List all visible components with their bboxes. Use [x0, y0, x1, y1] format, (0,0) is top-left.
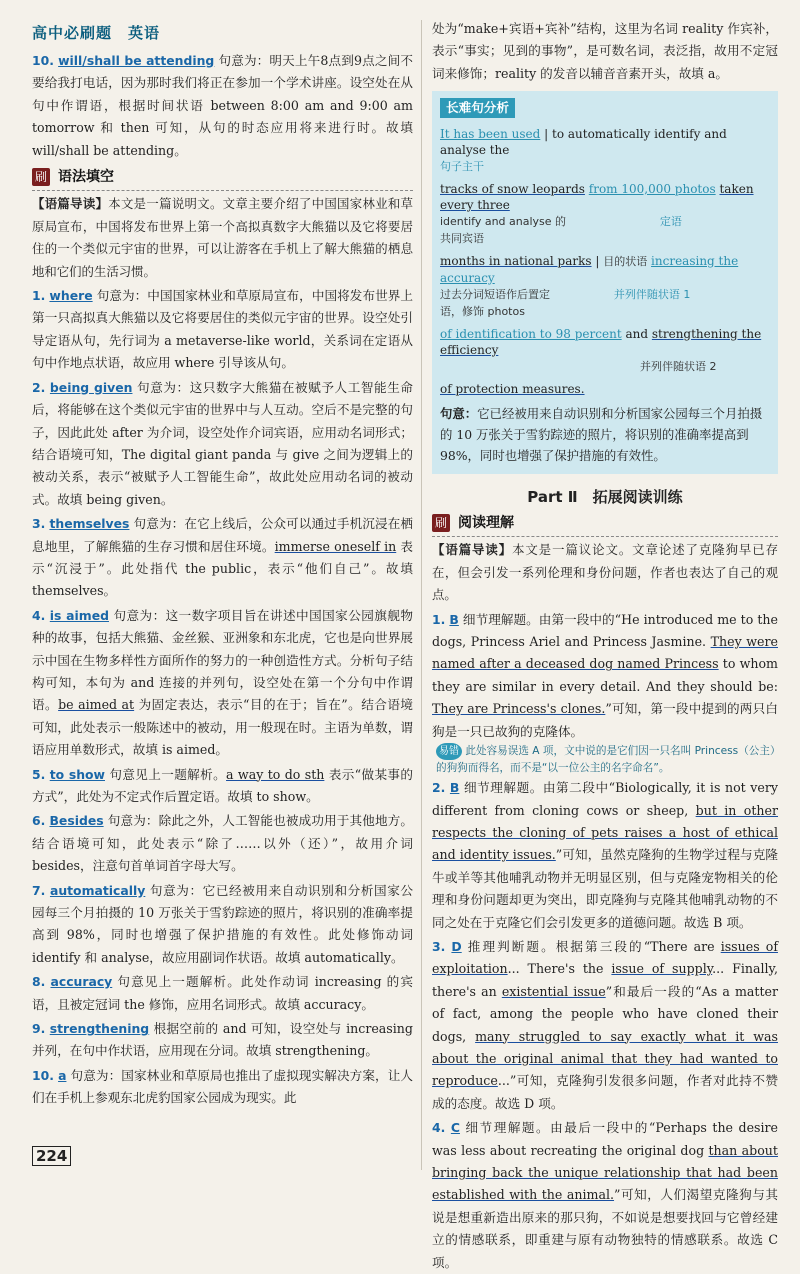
explanation-cont: to whom they are similar in every detail. And they should be: — [432, 656, 778, 694]
analysis-label: 共同宾语 — [440, 231, 484, 245]
analysis-text: to automatically identify and analyse the — [440, 126, 727, 157]
analysis-label: 并列伴随状语 2 — [640, 359, 717, 373]
explanation-cont: ”可知，虽然克隆狗的生物学过程与克隆牛或羊等其他哺乳动物并无明显区别，但与克隆宠物相关的伦理和身份问题却更为突出，即克隆狗与克隆其他哺乳动物的不同之处在于克隆它们会引发更多的道德问题。故选 B 项。 — [432, 847, 778, 930]
answer-item — [32, 764, 413, 809]
answer: where — [49, 288, 93, 304]
analysis-text: months in national parks — [440, 253, 592, 268]
item-number: 1. — [432, 611, 446, 627]
answer-item — [32, 285, 413, 375]
answer-item — [32, 1018, 413, 1063]
explanation: 句意为：中国国家林业和草原局宣布，中国将发布世界上第一只高拟真大熊猫以及它将要居住的类似元宇宙的世界。设空处引导定语从句，先行词为 a metaverse-like world，关系词在定语从句中作地点状语，故应用 where 引导该从句。 — [32, 288, 414, 371]
translation-text: 它已经被用来自动识别和分析国家公园每三个月拍摄的 10 万张关于雪豹踪迹的照片，将识别的准确率提高到 98%，同时也增强了保护措施的有效性。 — [440, 405, 763, 463]
item-number: 4. — [432, 1120, 446, 1136]
answer: strengthening — [49, 1021, 150, 1037]
evidence: existential issue — [501, 983, 606, 999]
explanation: 句意为：这一数字项目旨在讲述中国国家公园旗舰物种的故事，包括大熊猫、金丝猴、亚洲象和东北虎，它也是向世界展示中国在生物多样性方面所作的努力的一种创造性方式。分析句子结构可知，本句为 and 连接的并列句，设空处在第一个分句中作谓语。 — [32, 607, 413, 713]
answer: accuracy — [50, 974, 113, 990]
reading-section-header — [432, 512, 778, 537]
answer: B — [449, 780, 460, 796]
answer: to show — [49, 766, 105, 782]
analysis-title: 长难句分析 — [440, 98, 515, 118]
sentence-translation — [440, 403, 770, 466]
explanation: 句意为：在它上线后，公众可以通过手机沉浸在栖息地里，了解熊猫的生存习惯和居住环境。 — [32, 516, 413, 554]
explanation-cont: ”和最后一段的“As a matter of fact, among the people who have cloned their dogs, — [432, 983, 778, 1044]
answer-item-10-top — [32, 50, 413, 162]
item-number: 2. — [432, 780, 446, 796]
answer: is aimed — [49, 607, 109, 623]
analysis-phrase: of identification to 98 percent — [440, 326, 622, 341]
analysis-label: identify and analyse 的 — [440, 214, 567, 228]
answer-item — [32, 513, 413, 603]
explanation: 细节理解题。由第二段中“Biologically, it is not very different from cloning cows or sheep, — [432, 780, 778, 818]
explanation: 句意为：它已经被用来自动识别和分析国家公园每三个月拍摄的 10 万张关于雪豹踪迹的照片，将识别的准确率提高到 98%，同时也增强了保护措施的有效性。此处修饰动词 identify 和 analyse，故应用副词作状语。故填 automatically。 — [32, 882, 414, 965]
item-number: 3. — [432, 938, 446, 954]
explanation: 句意为：这只数字大熊猫在被赋予人工智能生命后，将能够在这个类似元宇宙的世界中与人互动。空后不是完整的句子，因此此处 after 为介词，设空处作介词宾语，应用动名词形式；结合语境可知，The digital giant panda 与 give 之间为逻辑上的被动关系，表示“被赋予人工智能生命”，故此处应用动名词的被动式。故填 being given。 — [32, 379, 413, 507]
question-item — [432, 609, 778, 743]
analysis-label: 过去分词短语作后置定 — [440, 287, 550, 301]
explanation-cont: ... Finally, there's an — [432, 961, 778, 999]
right-column — [432, 18, 778, 1274]
analysis-label: 句子主干 — [440, 159, 484, 173]
analysis-text: and — [625, 326, 649, 341]
key-phrase: a way to do sth — [226, 766, 325, 782]
passage-guide — [32, 193, 413, 283]
analysis-text: taken every three — [440, 181, 754, 212]
column-divider — [421, 20, 422, 1170]
error-note — [436, 743, 778, 777]
explanation-cont: ... There's the — [507, 961, 612, 977]
answer-item — [32, 1065, 413, 1110]
part-title: Part Ⅱ 拓展阅读训练 — [527, 487, 683, 506]
answer-item — [32, 605, 413, 762]
explanation-cont: ”可知，人们渴望克隆狗与其说是想重新造出原来的那只狗，不如说是想要找回与它曾经建立的情感联系，即重建与原有动物独特的情感联系。故选 C 项。 — [432, 1187, 778, 1270]
guide-label: 【语篇导读】 — [32, 196, 109, 212]
item-number: 2. — [32, 379, 46, 395]
item-number: 7. — [32, 882, 46, 898]
analysis-row — [440, 326, 770, 375]
evidence: issues of exploitation — [432, 938, 778, 977]
evidence: but in other respects the cloning of pets raises a host of ethical and identity issues. — [432, 802, 779, 863]
evidence: They are Princess's clones. — [432, 701, 606, 717]
passage-guide — [432, 539, 778, 606]
answer: will/shall be attending — [58, 53, 215, 68]
explanation: 细节理解题。由最后一段中的“Perhaps the desire was less about recreating the original dog — [432, 1120, 778, 1158]
answer: automatically — [49, 882, 146, 898]
guide-text: 本文是一篇说明文。文章主要介绍了中国国家林业和草原局宣布，中国将发布世界上第一个高拟真数字大熊猫以及它将要居住的一个类似元宇宙的世界，可以让游客在手机上了解大熊猫的栖息地和它们的生活习惯。 — [32, 196, 414, 279]
section-title: 语法填空 — [58, 169, 115, 186]
question-item — [432, 936, 778, 1115]
guide-label: 【语篇导读】 — [432, 542, 513, 558]
explanation-cont: 表示“沉浸于”。此处指代 the public，表示“他们自己”。故填 themselves。 — [32, 538, 413, 599]
grammar-section-header — [32, 166, 413, 191]
evidence: issue of supply — [611, 961, 713, 977]
analysis-row: It has been used | to automatically identify and analyse the 句子主干 — [440, 126, 727, 173]
evidence: They were named after a deceased dog named Princess — [432, 634, 778, 672]
error-note-tag: 易错 — [436, 743, 462, 760]
analysis-label: 并列伴随状语 1 — [613, 287, 691, 301]
analysis-row: months in national parks | 目的状语 increasing the accuracy 过去分词短语作后置定 并列伴随状语 1 语，修饰 photos — [440, 253, 739, 318]
answer-item — [32, 971, 413, 1016]
answer: D — [451, 938, 462, 954]
item-number: 8. — [32, 974, 46, 990]
sentence-analysis-box — [432, 91, 778, 473]
question-item — [432, 777, 778, 934]
item-number: 3. — [32, 516, 46, 532]
running-head: 高中必刷题 英语 — [32, 24, 161, 42]
analysis-phrase: increasing the accuracy — [440, 253, 739, 285]
section-tag: 刷 — [432, 514, 450, 532]
analysis-text: tracks of snow leopards — [440, 181, 585, 196]
analysis-label: 定语 — [659, 214, 682, 228]
answer: a — [58, 1067, 67, 1083]
item-number: 9. — [32, 1021, 46, 1037]
key-phrase: immerse oneself in — [274, 538, 397, 554]
answer: B — [449, 611, 459, 627]
analysis-phrase: from 100,000 photos — [588, 181, 716, 196]
answer-item — [32, 880, 413, 970]
explanation-cont: 为固定表达，表示“目的在于；旨在”。结合语境可知，此处表示一般陈述中的被动，用一般现在时。主语为单数，谓语应用单数形式，故填 is aimed。 — [32, 697, 413, 758]
item-number: 5. — [32, 766, 46, 782]
analysis-text: of protection measures. — [440, 381, 585, 396]
answer: themselves — [49, 516, 130, 532]
analysis-text: strengthening the efficiency — [440, 326, 762, 357]
item-number: 6. — [32, 813, 46, 829]
explanation: 句意为：明天上午8点到9点之间不要给我打电话，因为那时我们将正在参加一个学术讲座。设空处在从句中作谓语，根据时间状语 between 8:00 am and 9:00 am tomorrow 和 then 可知，从句的时态应用将来进行时。故填 will/shall be attending。 — [32, 53, 413, 158]
item-number: 10. — [32, 53, 54, 68]
explanation-cont: ”可知，第一段中提到的两只白狗是一只已故狗的克隆体。 — [432, 701, 778, 739]
explanation: 句意为：除此之外，人工智能也被成功用于其他地方。结合语境可知，此处表示“除了……以外（还）”，故用介词 besides，注意句首单词首字母大写。 — [32, 813, 413, 874]
item-number: 4. — [32, 607, 46, 623]
explanation: 句意为：国家林业和草原局也推出了虚拟现实解决方案，让人们在手机上参观东北虎豹国家公园成为现实。此 — [32, 1067, 414, 1106]
evidence: many struggled to say exactly what it was about the original animal that they had wanted to reproduce — [432, 1028, 778, 1089]
continuation-text: 处为“make+宾语+宾补”结构，这里为名词 reality 作宾补，表示“事实；见到的事物”，是可数名词，表泛指，故用不定冠词来修饰；reality 的发音以辅音音素开头，故填 a。 — [432, 21, 778, 81]
explanation: 句意见上一题解析。 — [109, 766, 227, 782]
explanation: 细节理解题。由第一段中的“He introduced me to the dogs, Princess Ariel and Princess Jasmine. — [432, 611, 778, 650]
question-item — [432, 1117, 778, 1274]
key-phrase: be aimed at — [58, 697, 135, 713]
page-number: 224 — [32, 1146, 71, 1166]
analysis-row — [440, 381, 770, 397]
main-clause: It has been used — [440, 126, 541, 141]
explanation: 推理判断题。根据第三段的“There are — [467, 938, 721, 954]
item-number: 10. — [32, 1067, 54, 1083]
explanation: 句意见上一题解析。此处作动词 increasing 的宾语，且被定冠词 the 修饰，应用名词形式。故填 accuracy。 — [32, 974, 413, 1012]
answer: Besides — [49, 813, 104, 829]
answer: being given — [49, 379, 133, 395]
answer: C — [450, 1120, 460, 1136]
section-tag: 刷 — [32, 168, 50, 186]
answer-item — [32, 377, 413, 511]
section-title: 阅读理解 — [458, 515, 515, 532]
analysis-label: 目的状语 — [603, 254, 648, 268]
translation-label: 句意： — [440, 405, 478, 421]
explanation: 根据空前的 and 可知，设空处与 increasing 并列，在句中作状语，应用现在分词。故填 strengthening。 — [32, 1021, 413, 1059]
explanation-cont: 表示“做某事的方式”，此处为不定式作后置定语。故填 to show。 — [32, 766, 413, 804]
explanation-cont: ...”可知，克隆狗引发很多问题，作者对此持不赞成的态度。故选 D 项。 — [432, 1073, 778, 1111]
answer-item — [32, 810, 413, 877]
left-column — [32, 50, 413, 1110]
error-note-text: 此处容易误选 A 项，文中说的是它们因一只名叫 Princess（公主）的狗狗而得名，而不是“以一位公主的名字命名”。 — [436, 745, 776, 775]
item-number: 1. — [32, 288, 46, 304]
guide-text: 本文是一篇议论文。文章论述了克隆狗早已存在，但会引发一系列伦理和身份问题，作者也表达了自己的观点。 — [432, 542, 779, 603]
evidence: than about bringing back the unique relationship that had been established with the animal. — [432, 1142, 778, 1203]
analysis-row — [440, 181, 770, 247]
analysis-label: 语，修饰 photos — [440, 304, 525, 318]
